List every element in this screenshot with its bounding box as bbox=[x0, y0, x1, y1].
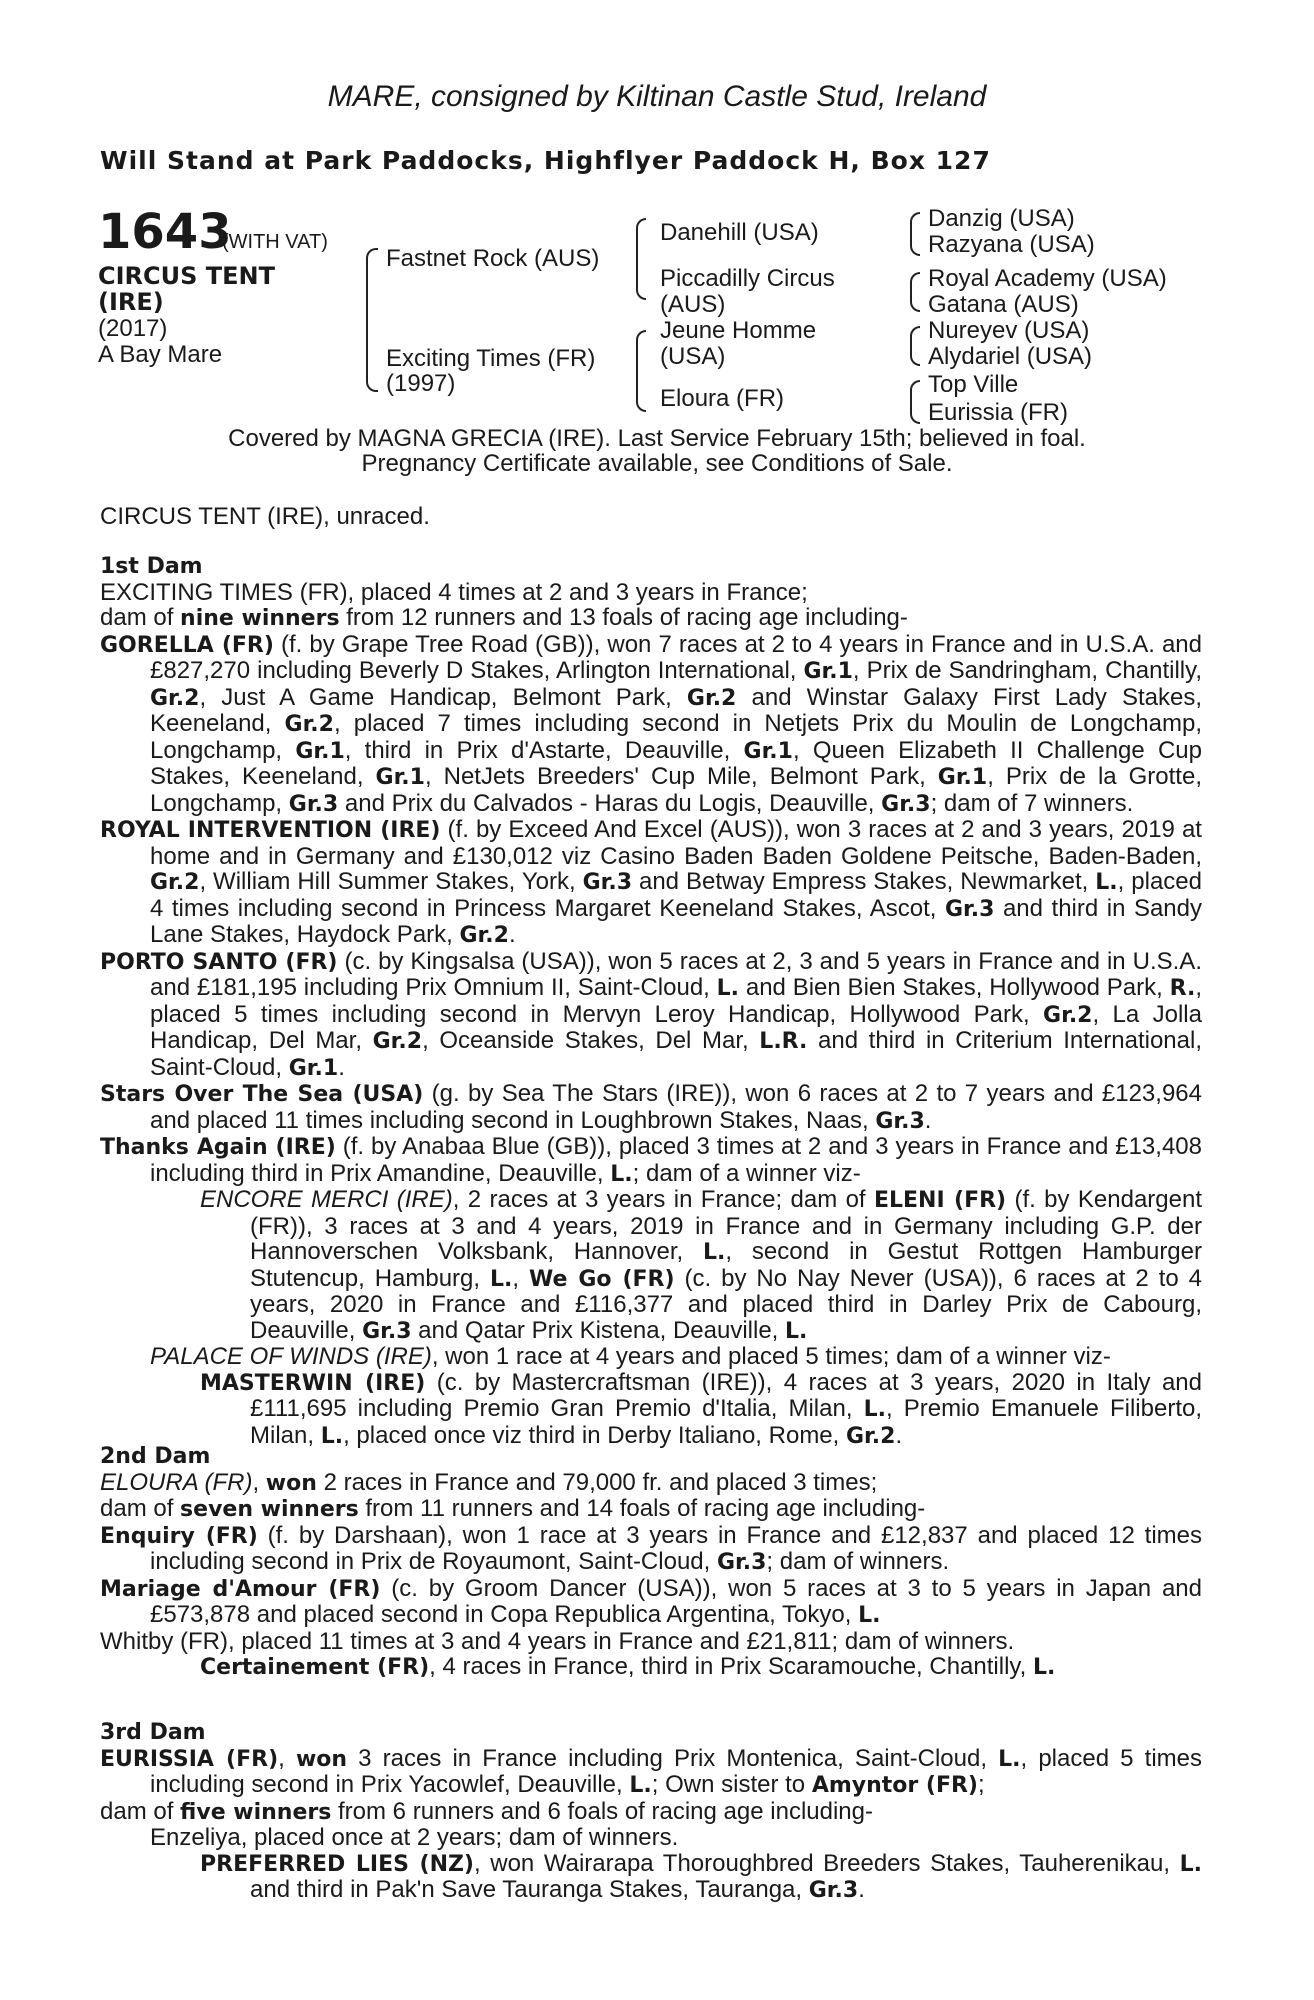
text-run: , placed 4 times including second in Princess Margaret Keeneland Stakes, Ascot, bbox=[150, 868, 1203, 922]
third-dam-section bbox=[100, 1720, 1202, 1904]
text-run: , bbox=[252, 1468, 266, 1496]
bold-text: Stars Over The Sea (USA) bbox=[100, 1082, 424, 1107]
italic-text: ENCORE MERCI (IRE) bbox=[200, 1186, 453, 1213]
text-run: , bbox=[512, 1264, 530, 1292]
bold-text: GORELLA (FR) bbox=[100, 632, 274, 658]
sire-sire: Danehill (USA) bbox=[660, 219, 819, 246]
bold-text: L. bbox=[629, 1773, 652, 1798]
bold-text: Mariage d'Amour (FR) bbox=[100, 1576, 381, 1602]
text-run: (g. by Sea The Stars (IRE)), won 6 races at 2 to 7 years and £123,964 and placed 11 times including second in Loughbrown Stakes, Naas, bbox=[150, 1080, 1202, 1134]
bold-text: Gr.2 bbox=[372, 1029, 423, 1054]
bold-text: Gr.3 bbox=[875, 1108, 925, 1134]
bold-text: MASTERWIN (IRE) bbox=[200, 1370, 426, 1396]
text-run: and Bien Bien Stakes, Hollywood Park, bbox=[739, 974, 1170, 1001]
produce-entry bbox=[100, 817, 1202, 949]
pedigree-brace bbox=[366, 318, 378, 392]
section-heading: 1st Dam bbox=[100, 554, 203, 579]
pedigree-brace bbox=[636, 330, 646, 376]
bold-text: Gr.3 bbox=[716, 1550, 767, 1575]
produce-entry bbox=[150, 1344, 1202, 1370]
dam-produce-summary: dam of five winners from 6 runners and 6 foals of racing age including- bbox=[100, 1797, 873, 1825]
produce-entry bbox=[100, 632, 1202, 818]
pedigree-brace bbox=[910, 342, 920, 366]
bold-text: L. bbox=[703, 1240, 726, 1265]
text-run: and third in Criterium International, Saint-Cloud, bbox=[150, 1027, 1202, 1081]
sire: Fastnet Rock (AUS) bbox=[386, 245, 600, 272]
bold-text: ROYAL INTERVENTION (IRE) bbox=[100, 818, 441, 843]
certificate-line: Pregnancy Certificate available, see Conditions of Sale. bbox=[361, 450, 953, 477]
bold-text: Gr.1 bbox=[803, 659, 853, 684]
dam-intro: EXCITING TIMES (FR), placed 4 times at 2 and 3 years in France; bbox=[100, 578, 808, 606]
dam-year: (1997) bbox=[386, 370, 456, 397]
bold-text: won bbox=[295, 1746, 348, 1772]
dam-produce-summary: dam of seven winners from 11 runners and 14 foals of racing age including- bbox=[100, 1495, 926, 1522]
text-run: , third in Prix d'Astarte, Deauville, bbox=[344, 736, 744, 764]
bold-text: Gr.3 bbox=[362, 1318, 412, 1344]
text-run: and Betway Empress Stakes, Newmarket, bbox=[632, 868, 1096, 895]
dam-produce-summary: dam of nine winners from 12 runners and 13 foals of racing age including- bbox=[100, 604, 908, 631]
text-run: , 4 races in France, third in Prix Scaramouche, Chantilly, bbox=[429, 1653, 1033, 1680]
text-run: Enzeliya, placed once at 2 years; dam of winners. bbox=[150, 1824, 679, 1851]
text-run: , won 1 race at 4 years and placed 5 times; dam of a winner viz- bbox=[431, 1343, 1111, 1370]
bold-text: L. bbox=[863, 1397, 886, 1422]
racing-record: CIRCUS TENT (IRE), unraced. bbox=[100, 503, 430, 530]
text-run: 2 races in France and 79,000 fr. and placed 3 times; bbox=[316, 1468, 878, 1496]
text-run: , placed 7 times including second in Netjets Prix du Moulin de Longchamp, Longchamp, bbox=[150, 710, 1203, 764]
bold-text: EURISSIA (FR) bbox=[100, 1746, 279, 1772]
bold-text: Gr.1 bbox=[937, 765, 988, 790]
text-run: , bbox=[278, 1744, 296, 1772]
bold-text: Gr.1 bbox=[743, 738, 793, 764]
produce-entry bbox=[200, 1654, 1202, 1681]
bold-text: L. bbox=[1032, 1655, 1056, 1680]
gen3-sss: Danzig (USA) bbox=[928, 205, 1075, 232]
text-run: (c. by Groom Dancer (USA)), won 5 races at 3 to 5 years in Japan and £573,878 and placed second in Copa Republica Argentina, Tokyo, bbox=[150, 1574, 1202, 1628]
text-run: . bbox=[508, 921, 516, 948]
text-run: . bbox=[924, 1106, 932, 1134]
vat-note: (WITH VAT) bbox=[222, 231, 328, 253]
text-run: , NetJets Breeders' Cup Mile, Belmont Park, bbox=[424, 763, 938, 790]
bold-text: Gr.1 bbox=[295, 738, 345, 764]
bold-text: Amyntor (FR) bbox=[811, 1773, 978, 1798]
bold-text: PORTO SANTO (FR) bbox=[100, 949, 338, 975]
produce-entry bbox=[150, 1825, 1202, 1851]
pedigree-brace bbox=[636, 252, 646, 300]
gen3-dsd: Alydariel (USA) bbox=[928, 343, 1093, 370]
text-run: , Prix de la Grotte, Longchamp, bbox=[150, 763, 1202, 817]
covered-line: Covered by MAGNA GRECIA (IRE). Last Service February 15th; believed in foal. bbox=[228, 425, 1086, 452]
horse-description: A Bay Mare bbox=[98, 341, 223, 368]
pedigree-brace bbox=[636, 218, 646, 256]
bold-text: L. bbox=[716, 976, 740, 1001]
section-heading: 2nd Dam bbox=[100, 1444, 211, 1469]
bold-text: L. bbox=[1095, 870, 1118, 895]
produce-entry bbox=[200, 1370, 1202, 1450]
text-run: , Prix de Sandringham, Chantilly, bbox=[852, 657, 1202, 684]
italic-text: PALACE OF WINDS (IRE) bbox=[150, 1343, 432, 1370]
bold-text: Gr.2 bbox=[150, 685, 200, 711]
text-run: and Winstar Galaxy First Lady Stakes, Keeneland, bbox=[150, 683, 1202, 737]
text-run: , 2 races at 3 years in France; dam of bbox=[452, 1186, 874, 1213]
pedigree-brace bbox=[636, 372, 646, 412]
bold-text: Thanks Again (IRE) bbox=[100, 1135, 336, 1160]
foaling-year: (2017) bbox=[98, 315, 168, 342]
text-run: and Prix du Calvados - Haras du Logis, Deauville, bbox=[338, 789, 882, 817]
text-run: (f. by Grape Tree Road (GB)), won 7 races at 2 to 4 years in France and in U.S.A. and £827,270 including Beverly D Stakes, Arlington International, bbox=[150, 630, 1202, 684]
bold-text: Gr.2 bbox=[150, 870, 200, 895]
pedigree-brace bbox=[910, 232, 920, 256]
text-run: ; dam of a winner viz- bbox=[632, 1159, 861, 1187]
bold-text: Gr.1 bbox=[288, 1055, 339, 1081]
text-run: , William Hill Summer Stakes, York, bbox=[199, 868, 583, 895]
bold-text: L.R. bbox=[759, 1029, 808, 1054]
dam: Exciting Times (FR) bbox=[386, 345, 596, 372]
bold-text: R. bbox=[1169, 976, 1196, 1001]
second-dam-section bbox=[100, 1444, 1202, 1681]
section-heading: 3rd Dam bbox=[100, 1720, 206, 1745]
bold-text: won bbox=[265, 1470, 317, 1496]
bold-text: Gr.2 bbox=[284, 712, 334, 737]
dam-sire-origin: (USA) bbox=[660, 343, 726, 370]
stand-location: Will Stand at Park Paddocks, Highflyer Paddock H, Box 127 bbox=[100, 146, 991, 175]
text-run: , placed once viz third in Derby Italiano, Rome, bbox=[343, 1421, 846, 1449]
text-run: , Just A Game Handicap, Belmont Park, bbox=[199, 683, 687, 711]
bold-text: Gr.3 bbox=[582, 870, 633, 895]
lot-number: 1643 bbox=[98, 204, 232, 260]
text-run: , Oceanside Stakes, Del Mar, bbox=[422, 1027, 760, 1054]
text-run: . bbox=[858, 1876, 865, 1903]
bold-text: L. bbox=[490, 1266, 513, 1292]
text-run: (c. by Mastercraftsman (IRE)), 4 races at 3 years, 2020 in Italy and £111,695 including Premio Gran Premio d'Italia, Milan, bbox=[250, 1368, 1202, 1422]
produce-entry bbox=[200, 1851, 1202, 1904]
text-run: , placed 5 times including second in Prix Yacowlef, Deauville, bbox=[150, 1744, 1202, 1798]
bold-text: L. bbox=[1179, 1851, 1202, 1877]
produce-entry bbox=[100, 949, 1202, 1082]
pedigree-brace bbox=[366, 248, 378, 322]
bold-text: We Go (FR) bbox=[529, 1266, 675, 1292]
text-run: , placed 5 times including second in Mervyn Leroy Handicap, Hollywood Park, bbox=[150, 974, 1203, 1028]
bold-text: Gr.3 bbox=[945, 896, 995, 922]
bold-text: L. bbox=[998, 1746, 1021, 1772]
text-run: ; dam of winners. bbox=[766, 1548, 950, 1575]
bold-text: PREFERRED LIES (NZ) bbox=[200, 1851, 474, 1877]
dam-intro bbox=[100, 1746, 1202, 1799]
text-run: (f. by Darshaan), won 1 race at 3 years in France and £12,837 and placed 12 times including second in Prix de Royaumont, Saint-Cloud, bbox=[150, 1521, 1203, 1575]
bold-text: Gr.3 bbox=[881, 791, 931, 817]
horse-name: CIRCUS TENT bbox=[98, 262, 275, 290]
dam-dam: Eloura (FR) bbox=[660, 385, 785, 412]
gen3-dds: Top Ville bbox=[928, 371, 1019, 398]
text-run: , won Wairarapa Thoroughbred Breeders Stakes, Tauherenikau, bbox=[474, 1849, 1180, 1877]
gen3-sds: Royal Academy (USA) bbox=[928, 265, 1167, 292]
text-run: Whitby (FR), placed 11 times at 3 and 4 years in France and £21,811; dam of winners. bbox=[100, 1627, 1015, 1655]
text-run: ; bbox=[977, 1771, 985, 1798]
text-run: ; dam of 7 winners. bbox=[930, 789, 1134, 817]
produce-entry bbox=[100, 1629, 1202, 1655]
text-run: (f. by Kendargent (FR)), 3 races at 3 and 4 years, 2019 in France and in Germany including G.P. der Hannoverschen Volksbank, Hannover, bbox=[250, 1186, 1203, 1265]
gen3-dss: Nureyev (USA) bbox=[928, 317, 1090, 344]
text-run: , La Jolla Handicap, Del Mar, bbox=[150, 1000, 1202, 1054]
text-run: (f. by Anabaa Blue (GB)), placed 3 times at 2 and 3 years in France and £13,408 including third in Prix Amandine, Deauville, bbox=[150, 1133, 1202, 1187]
gen3-sdd: Gatana (AUS) bbox=[928, 291, 1079, 318]
bold-text: Gr.2 bbox=[459, 923, 509, 948]
bold-text: L. bbox=[610, 1161, 633, 1187]
bold-text: Gr.3 bbox=[288, 791, 339, 817]
text-run: , second in Gestut Rottgen Hamburger Stutencup, Hamburg, bbox=[250, 1238, 1202, 1292]
text-run: 3 races in France including Prix Montenica, Saint-Cloud, bbox=[347, 1744, 999, 1772]
consignment-line: MARE, consigned by Kiltinan Castle Stud, Ireland bbox=[327, 80, 987, 113]
gen3-ssd: Razyana (USA) bbox=[928, 231, 1095, 258]
text-run: and third in Pak'n Save Tauranga Stakes, Tauranga, bbox=[250, 1876, 809, 1903]
produce-entry bbox=[100, 1134, 1202, 1187]
bold-text: ELENI (FR) bbox=[873, 1188, 1007, 1213]
bold-text: Enquiry (FR) bbox=[100, 1523, 258, 1549]
bold-text: L. bbox=[785, 1318, 808, 1344]
text-run: and Qatar Prix Kistena, Deauville, bbox=[411, 1316, 786, 1344]
produce-entry bbox=[100, 1523, 1202, 1576]
bold-text: Gr.2 bbox=[1043, 1002, 1093, 1028]
bold-text: Gr.1 bbox=[375, 765, 425, 790]
produce-entry bbox=[100, 1081, 1202, 1134]
bold-text: L. bbox=[858, 1603, 881, 1628]
text-run: and third in Sandy Lane Stakes, Haydock Park, bbox=[150, 894, 1202, 948]
dam-sire: Jeune Homme bbox=[660, 317, 817, 344]
horse-origin: (IRE) bbox=[98, 288, 164, 316]
bold-text: L. bbox=[320, 1423, 344, 1449]
pedigree-brace bbox=[910, 288, 920, 312]
text-run: . bbox=[338, 1053, 345, 1081]
produce-entry bbox=[200, 1187, 1202, 1344]
sire-dam-origin: (AUS) bbox=[660, 291, 726, 318]
italic-text: ELOURA (FR) bbox=[100, 1468, 253, 1496]
text-run: . bbox=[895, 1421, 903, 1449]
bold-text: Gr.2 bbox=[686, 685, 737, 711]
text-run: (c. by Kingsalsa (USA)), won 5 races at 2, 3 and 5 years in France and in U.S.A. and £181,195 including Prix Omnium II, Saint-Cloud, bbox=[150, 947, 1202, 1001]
produce-entry bbox=[100, 1576, 1202, 1629]
bold-text: Gr.2 bbox=[846, 1423, 896, 1449]
text-run: (f. by Exceed And Excel (AUS)), won 3 races at 2 and 3 years, 2019 at home and in Germany and £130,012 viz Casino Baden Baden Goldene Peitsche, Baden-Baden, bbox=[150, 816, 1202, 870]
sire-dam: Piccadilly Circus bbox=[660, 265, 835, 292]
text-run: , Queen Elizabeth II Challenge Cup Stakes, Keeneland, bbox=[150, 736, 1202, 790]
pedigree-brace bbox=[910, 400, 920, 424]
dam-intro bbox=[100, 1470, 1202, 1497]
gen3-ddd: Eurissia (FR) bbox=[928, 399, 1069, 426]
text-run: ; Own sister to bbox=[651, 1771, 812, 1798]
text-run: , Premio Emanuele Filiberto, Milan, bbox=[250, 1395, 1203, 1449]
text-run: (c. by No Nay Never (USA)), 6 races at 2 to 4 years, 2020 in France and £116,377 and placed third in Darley Prix de Cabourg, Deauville, bbox=[250, 1264, 1203, 1344]
first-dam-section bbox=[100, 554, 1202, 1449]
bold-text: Certainement (FR) bbox=[200, 1655, 430, 1680]
bold-text: Gr.3 bbox=[808, 1878, 859, 1903]
